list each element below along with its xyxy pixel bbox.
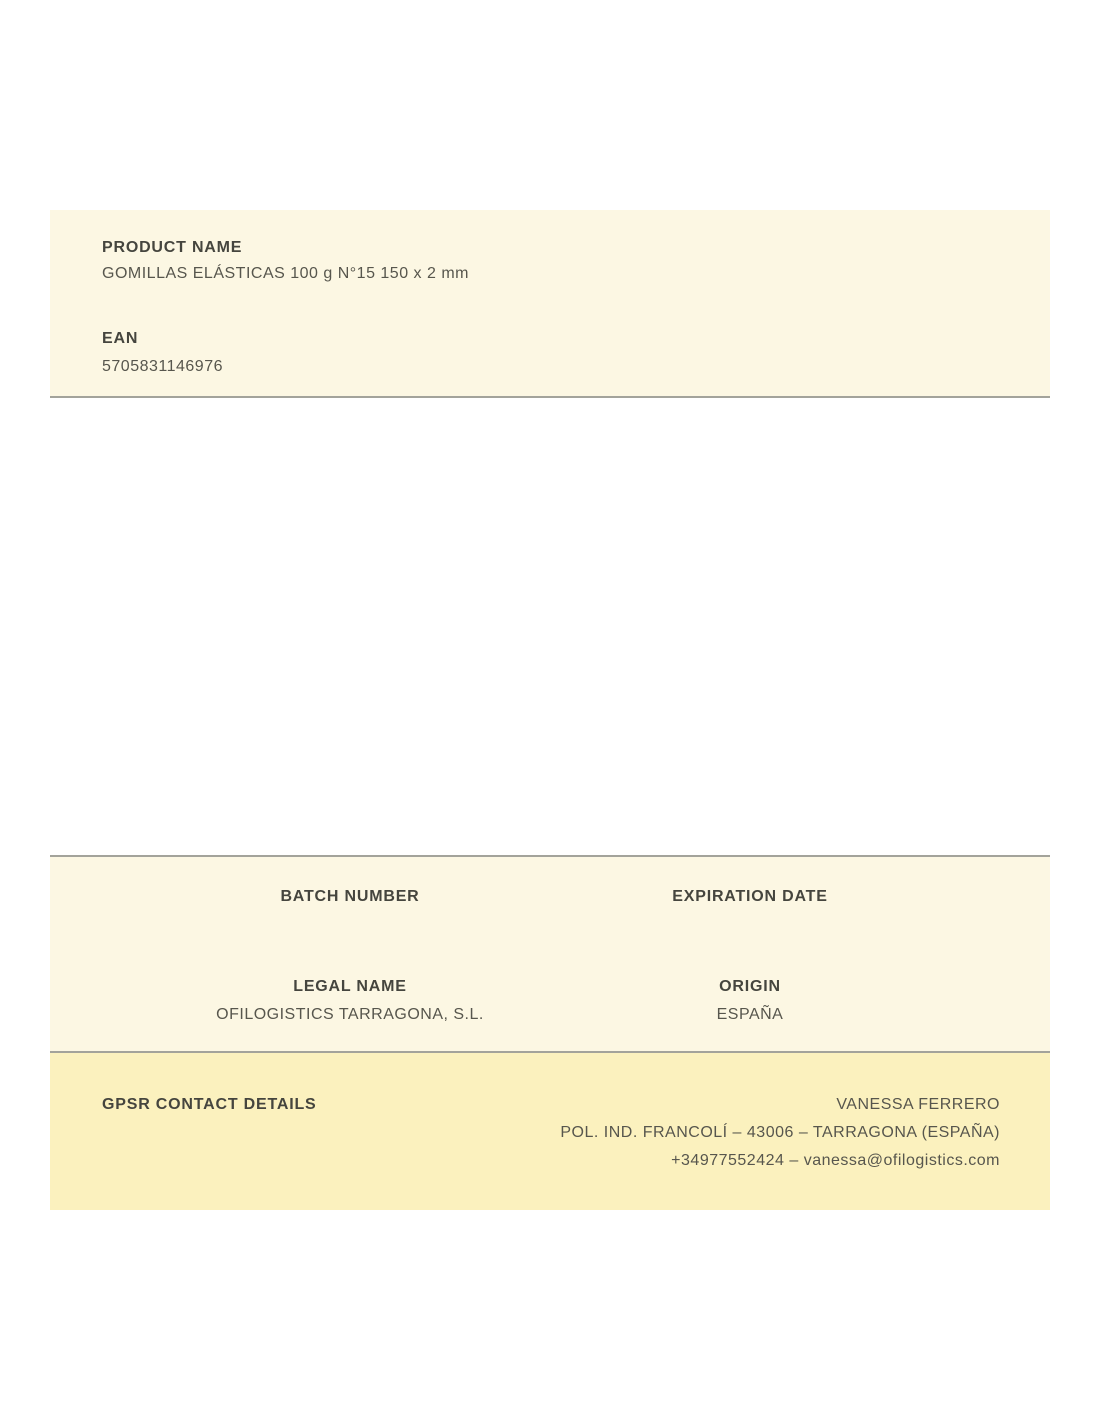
origin-label: ORIGIN: [719, 978, 781, 995]
gpsr-contact-address: POL. IND. FRANCOLÍ – 43006 – TARRAGONA (ESPAÑA): [560, 1124, 1000, 1141]
product-name-value: GOMILLAS ELÁSTICAS 100 g N°15 150 x 2 mm: [102, 265, 469, 282]
product-name-label: PRODUCT NAME: [102, 239, 243, 256]
gpsr-contact-details-label: GPSR CONTACT DETAILS: [102, 1096, 317, 1113]
gpsr-contact-name: VANESSA FERRERO: [836, 1096, 1000, 1113]
expiration-date-label: EXPIRATION DATE: [672, 888, 828, 905]
legal-name-label: LEGAL NAME: [293, 978, 407, 995]
details-panel: [50, 855, 1050, 1053]
product-panel: [50, 210, 1050, 398]
batch-number-label: BATCH NUMBER: [280, 888, 420, 905]
legal-name-value: OFILOGISTICS TARRAGONA, S.L.: [216, 1006, 484, 1023]
details-value-row: [150, 1005, 950, 1024]
details-subheader-row: [150, 977, 950, 996]
ean-label: EAN: [102, 330, 139, 347]
gpsr-contact-phone-email: +34977552424 – vanessa@ofilogistics.com: [671, 1152, 1000, 1169]
details-header-row: [150, 887, 950, 906]
gpsr-panel: [50, 1053, 1050, 1210]
gpsr-contact-block: [560, 1095, 1000, 1170]
ean-value: 5705831146976: [102, 358, 223, 375]
origin-value: ESPAÑA: [716, 1006, 784, 1023]
